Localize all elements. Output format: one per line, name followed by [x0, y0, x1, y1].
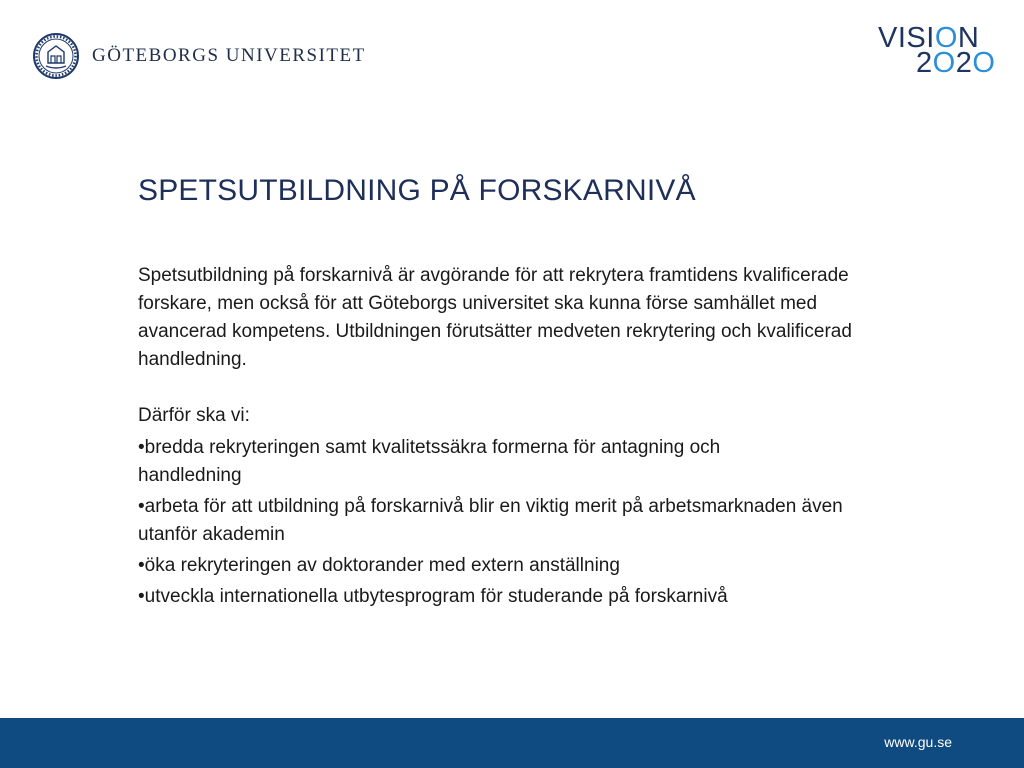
goal-item: •bredda rekryteringen samt kvalitetssäkra formerna för antagning och handledning — [138, 437, 721, 486]
goal-item: •arbeta för att utbildning på forskarnivå blir en viktig merit på arbetsmarknaden även utanför akademin — [138, 496, 843, 545]
university-seal-icon — [32, 32, 80, 80]
website-link[interactable]: www.gu.se — [884, 734, 952, 750]
university-name: GÖTEBORGS UNIVERSITET — [92, 45, 366, 66]
goal-list — [138, 434, 878, 611]
goal-item: •utveckla internationella utbytesprogram för studerande på forskarnivå — [138, 586, 728, 607]
university-logo — [32, 32, 366, 80]
slide-content — [138, 262, 878, 614]
vision-text-c: N — [957, 22, 980, 54]
goal-item: •öka rekryteringen av doktorander med extern anställning — [138, 555, 620, 576]
therefore-heading: Därför ska vi: — [138, 405, 250, 426]
year-digit-accent-1: O — [932, 47, 956, 79]
vision-text-a: VISI — [878, 22, 935, 54]
vision-text-accent: O — [934, 22, 958, 54]
year-digit-accent-2: O — [972, 47, 996, 79]
footer-bar — [0, 718, 1024, 768]
year-digit-c: 2 — [955, 47, 973, 79]
vision-logo-line2 — [878, 47, 996, 79]
slide-title: SPETSUTBILDNING PÅ FORSKARNIVÅ — [138, 174, 696, 207]
year-digit-a: 2 — [916, 47, 933, 79]
vision-2020-logo — [878, 22, 996, 79]
intro-paragraph: Spetsutbildning på forskarnivå är avgörande för att rekrytera framtidens kvalificerade forskare, men också för att Göteborgs universitet ska kunna förse samhället med avancerad kompetens. Utbildningen förutsätter medveten rekrytering och kvalificerad handledning. — [138, 265, 852, 370]
